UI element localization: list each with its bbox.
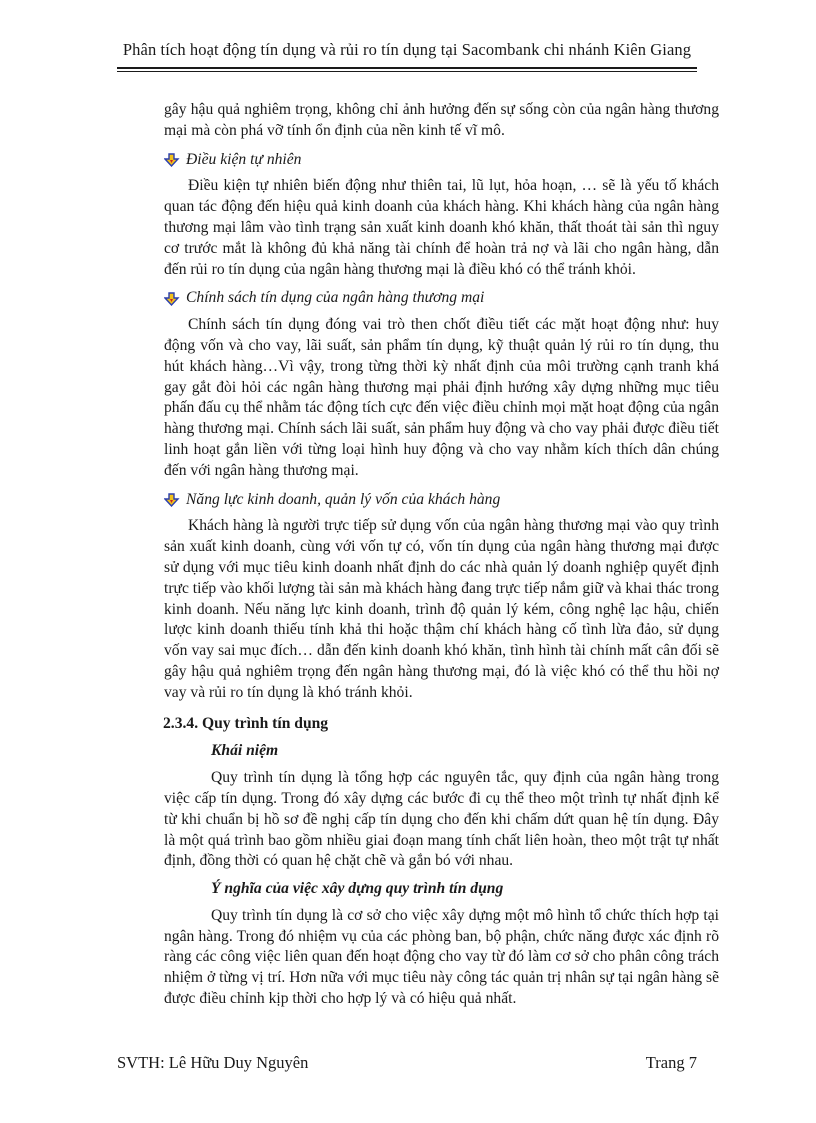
bullet-heading [164,490,719,511]
bullet-title: Năng lực kinh doanh, quản lý vốn của khách hàng [186,490,501,508]
bullet-heading [164,150,719,171]
bullet-arrow-icon [164,153,186,167]
page-body [164,100,719,1010]
bullet-title: Điều kiện tự nhiên [186,150,302,168]
section-heading: 2.3.4. Quy trình tín dụng [163,714,329,732]
header-title: Phân tích hoạt động tín dụng và rủi ro tín dụng tại Sacombank chi nhánh Kiên Giang [122,40,692,59]
header-rule-thin [117,71,697,72]
bullet-arrow-icon [164,493,186,507]
subsection-paragraph: Quy trình tín dụng là cơ sở cho việc xây dựng một mô hình tổ chức thích hợp tại ngân hàng. Trong đó nhiệm vụ của các phòng ban, bộ phận, chức năng được xác định rõ ràng các công việc liên quan đến hoạt động cho vay từ đó làm cơ sở cho phân công trách nhiệm ở từng vị trí. Hơn nữa với mục tiêu này công tác quản trị nhân sự tại ngân hàng sẽ được điều chỉnh kịp thời cho hợp lý và có hiệu quả nhất. [164,906,719,1008]
page-footer [117,1053,697,1073]
footer-author: SVTH: Lê Hữu Duy Nguyên [117,1053,309,1072]
bullet-title: Chính sách tín dụng của ngân hàng thương mại [186,289,485,307]
subsection-title: Khái niệm [211,742,279,760]
bullet-paragraph: Điều kiện tự nhiên biến động như thiên tai, lũ lụt, hỏa hoạn, … sẽ là yếu tố khách quan tác động đến hiệu quả kinh doanh của khách hàng. Khi khách hàng của ngân hàng thương mại lâm vào tình trạng sản xuất kinh doanh khó khăn, thất thoát tài sản thì nguy cơ trước mắt là không đủ khả năng tài chính để hoàn trả nợ và lãi cho ngân hàng, dẫn đến rủi ro tín dụng của ngân hàng thương mại là điều khó có thể tránh khỏi. [164,177,719,278]
subsection-title: Ý nghĩa của việc xây dựng quy trình tín dụng [211,880,504,898]
header-rule-thick [117,67,697,69]
intro-paragraph: gây hậu quả nghiêm trọng, không chỉ ảnh hưởng đến sự sống còn của ngân hàng thương mại mà còn phá vỡ tính ổn định của nền kinh tế vĩ mô. [164,101,719,139]
bullet-paragraph: Chính sách tín dụng đóng vai trò then chốt điều tiết các mặt hoạt động như: huy động vốn và cho vay, lãi suất, sản phẩm tín dụng, kỹ thuật quản lý rủi ro tín dụng, thu hút khách hàng…Vì vậy, trong từng thời kỳ nhất định của môi trường cạnh tranh khá gay gắt đòi hỏi các ngân hàng thương mại phải định hướng xây dựng những mục tiêu phấn đấu cụ thể nhằm tác động tích cực đến việc điều chỉnh mọi mặt hoạt động của ngân hàng thương mại. Chính sách lãi suất, sản phẩm huy động và cho vay phải được điều tiết linh hoạt gắn liền với từng loại hình huy động và cho vay nhằm kích thích dân chúng đến với ngân hàng thương mại. [164,316,719,479]
bullet-paragraph: Khách hàng là người trực tiếp sử dụng vốn của ngân hàng thương mại vào quy trình sản xuất kinh doanh, cùng với vốn tự có, vốn tín dụng của ngân hàng thương mại được sử dụng với mục tiêu kinh doanh nhất định do các nhà quản lý doanh nghiệp quyết định trực tiếp vào khối lượng tài sản mà khách hàng đang trực tiếp nắm giữ và khai thác trong kinh doanh. Nếu năng lực kinh doanh, trình độ quản lý kém, công nghệ lạc hậu, chiến lược kinh doanh thiếu tính khả thi hoặc thậm chí khách hàng cố tình lừa đảo, sử dụng vốn vay sai mục đích… dẫn đến kinh doanh khó khăn, tình hình tài chính mất cân đối sẽ gây hậu quả nghiêm trọng đến ngân hàng thương mại, đó là việc khó có thể thu hồi nợ vay và rủi ro tín dụng là khó tránh khỏi. [164,517,719,701]
page-number: Trang 7 [645,1053,697,1072]
bullet-arrow-icon [164,292,186,306]
page-header [117,40,697,72]
subsection-paragraph: Quy trình tín dụng là tổng hợp các nguyên tắc, quy định của ngân hàng trong việc cấp tín dụng. Trong đó xây dựng các bước đi cụ thể theo một trình tự nhất định kể từ khi chuẩn bị hồ sơ đề nghị cấp tín dụng cho đến khi chấm dứt quan hệ tín dụng. Đây là một quá trình bao gồm nhiều giai đoạn mang tính chất liên hoàn, theo một trật tự nhất định, đồng thời có quan hệ chặt chẽ và gắn bó với nhau. [164,769,719,870]
bullet-heading [164,288,719,309]
